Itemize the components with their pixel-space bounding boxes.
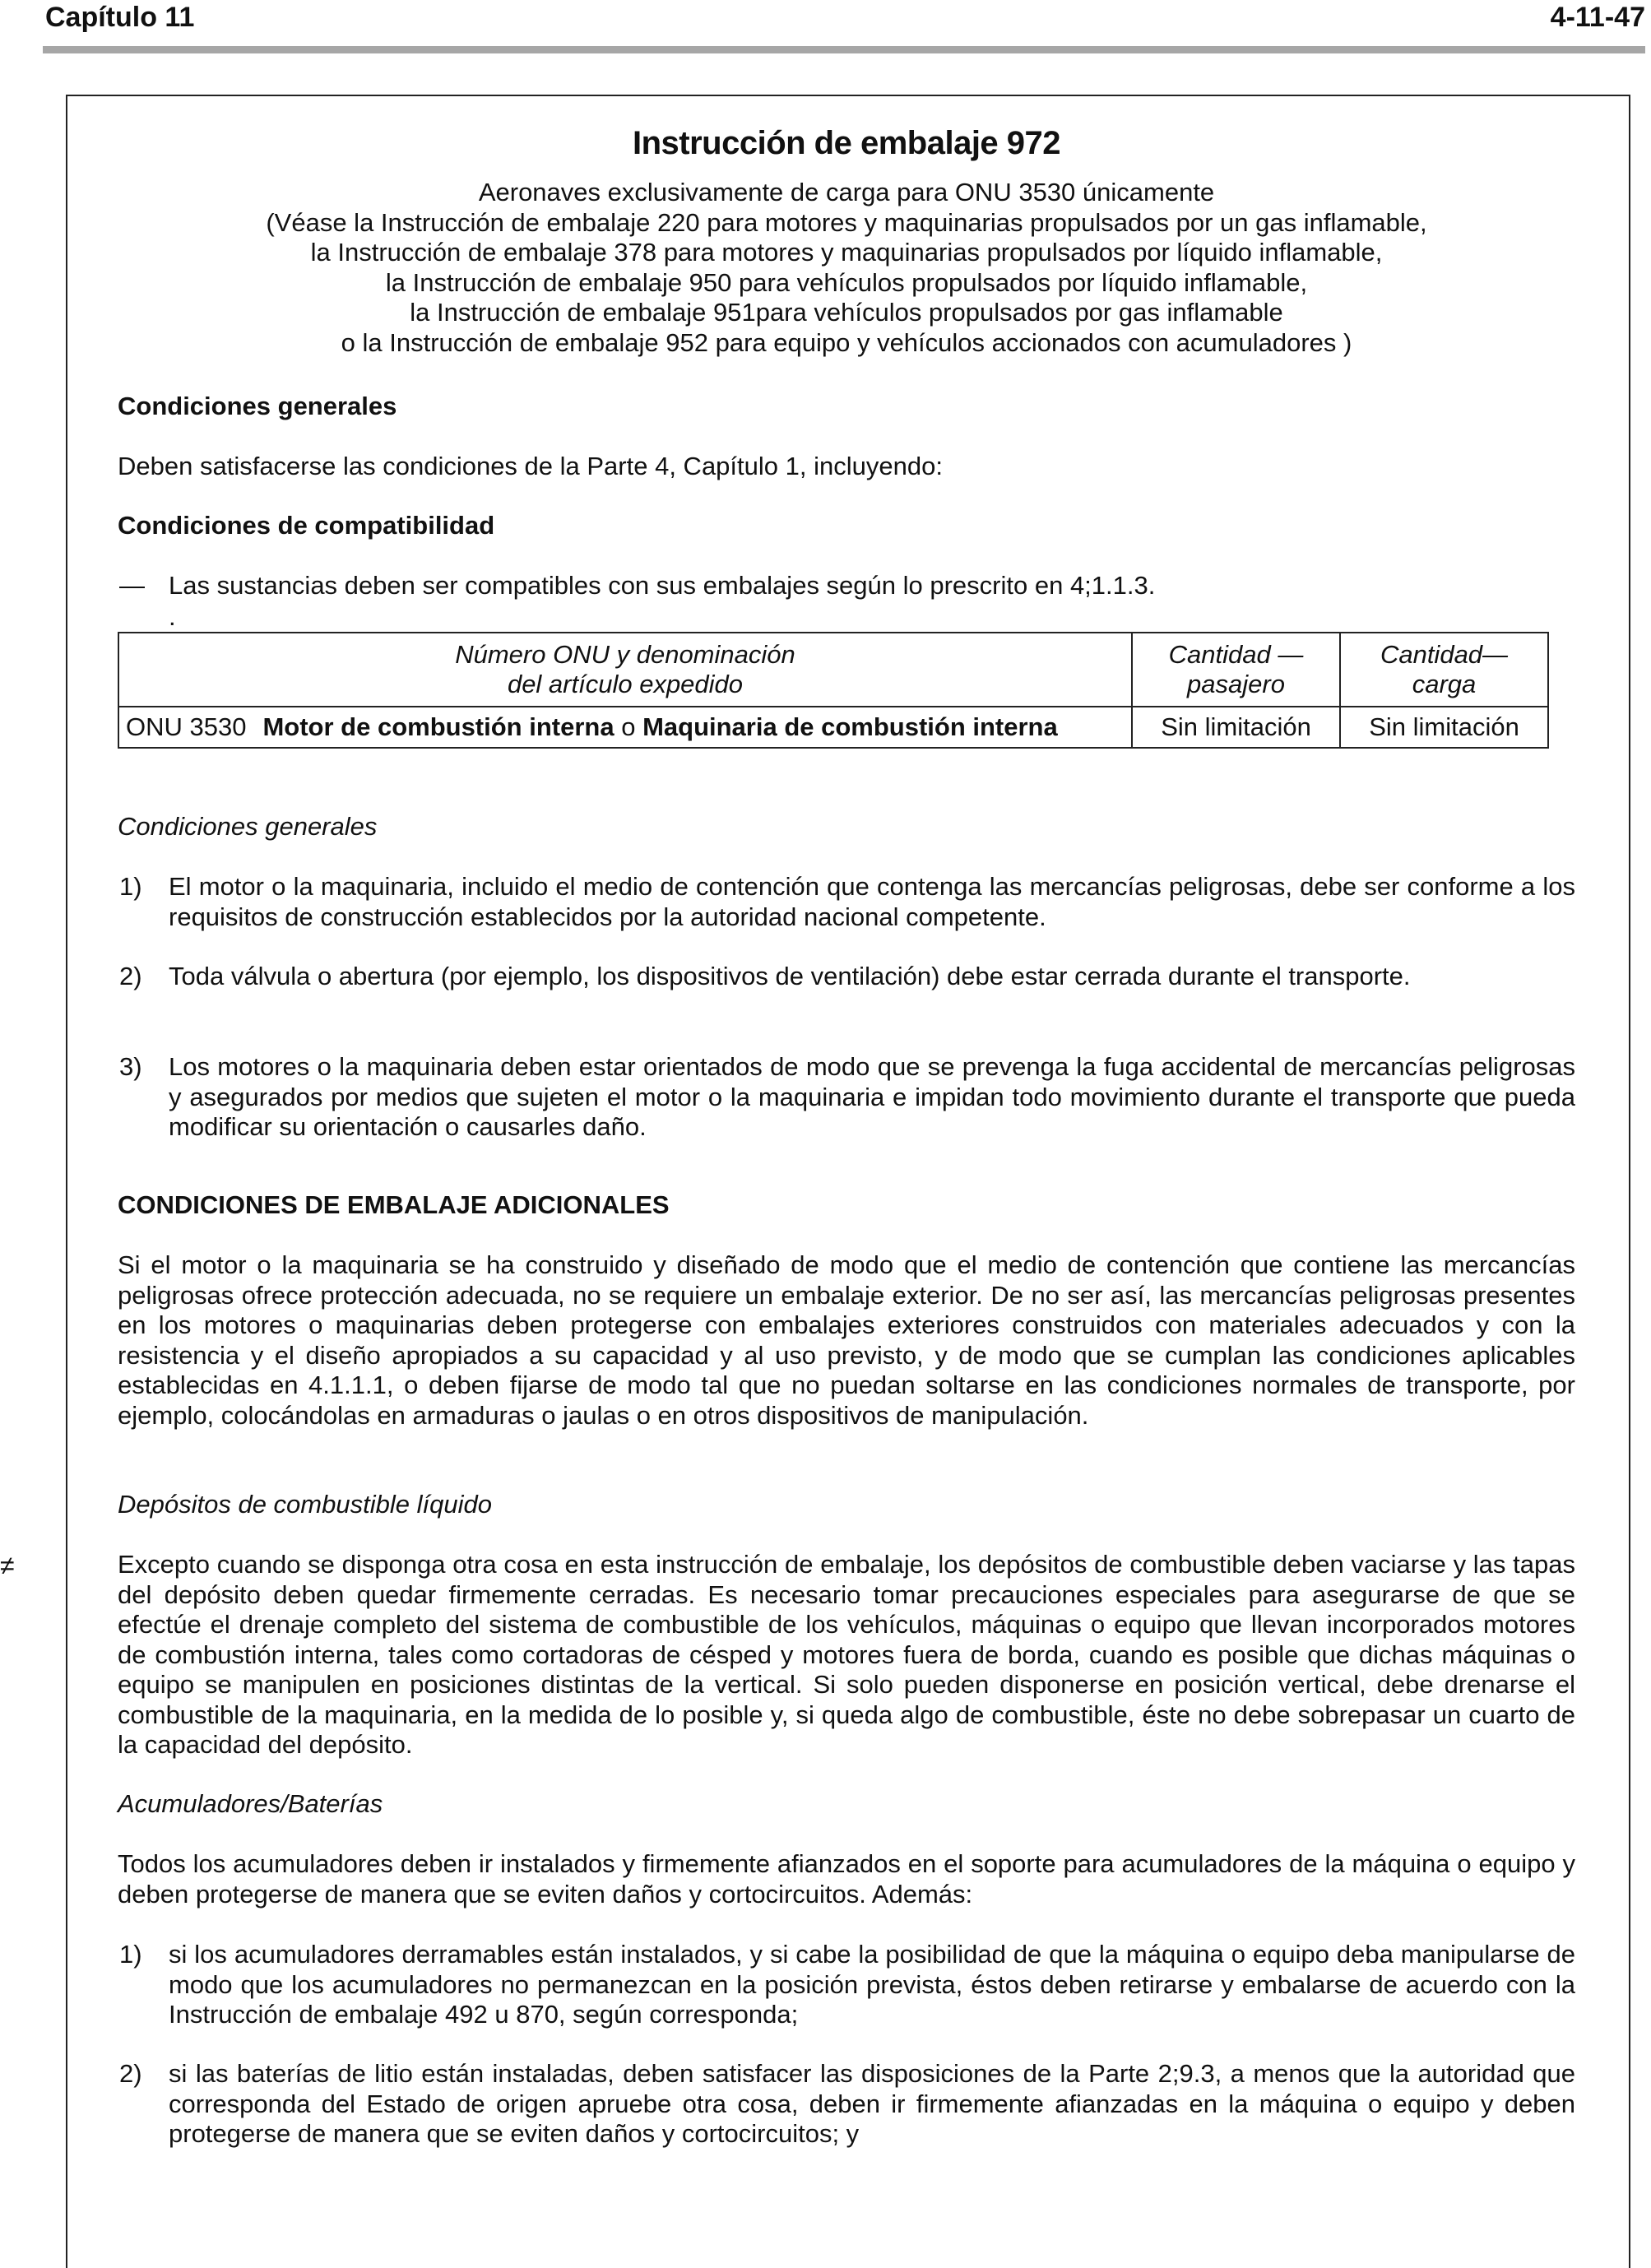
change-mark: ≠: [0, 1551, 15, 1580]
extra-text: Si el motor o la maquinaria se ha construido y diseñado de modo que el medio de contención que contiene las mercancías peligrosas ofrece protección adecuada, no se requiere un embalaje exterior. De no ser así, las mercancías peligrosas presentes en los motores o maquinarias deben protegerse con embalajes exteriores construidos con materiales adecuados y con la resistencia y el diseño apropiados a su capacidad y al uso previsto, y de modo que se cumplan las condiciones aplicables establecidas en 4.1.1.1, o deben fijarse de modo tal que no puedan soltarse en las condiciones normales de transporte, por ejemplo, colocándolas en armaduras o jaulas o en otros dispositivos de manipulación.: [118, 1250, 1575, 1430]
general-heading: Condiciones generales: [118, 392, 397, 420]
subtitle-block: [66, 178, 1627, 358]
un-number: ONU 3530: [126, 712, 247, 741]
fuel-text: Excepto cuando se disponga otra cosa en esta instrucción de embalaje, los depósitos de combustible deben vaciarse y las tapas del depósito deben quedar firmemente cerradas. Es necesario tomar precauciones especiales para asegurarse de que se efectúe el drenaje completo del sistema de combustible de los vehículos, máquinas o equipo que llevan incorporados motores de combustión interna, tales como cortadoras de césped y motores fuera de borda, cuando es posible que dichas máquinas o equipo se manipulen en posiciones distintas de la vertical. Si solo pueden disponerse en posición vertical, debe drenarse el combustible de la maquinaria, en la medida de lo posible y, si queda algo de combustible, éste no debe sobrepasar un cuarto de la capacidad del depósito.: [118, 1550, 1575, 1759]
list-item: 1) El motor o la maquinaria, incluido el medio de contención que contenga las mercancías peligrosas, debe ser conforme a los requisitos de construcción establecidos por la autoridad nacional competente.: [119, 872, 1575, 931]
table-row: [118, 707, 1548, 748]
table-header-row: [118, 633, 1548, 707]
compat-item: [119, 571, 1156, 601]
page-number: 4-11-47: [1550, 2, 1645, 33]
page-header: [45, 0, 1645, 36]
list-item: 3) Los motores o la maquinaria deben estar orientados de modo que se prevenga la fuga accidental de mercancías peligrosas y asegurados por medios que sujeten el motor o la maquinaria e impidan todo movimiento durante el transporte que pueda modificar su orientación o causarles daño.: [119, 1052, 1575, 1141]
col-header-passenger: Cantidad — pasajero: [1132, 633, 1340, 707]
cond-heading: Condiciones generales: [118, 812, 378, 841]
compat-item-text: Las sustancias deben ser compatibles con sus embalajes según lo prescrito en 4;1.1.3.: [169, 571, 1156, 600]
list-item: 2) Toda válvula o abertura (por ejemplo, los dispositivos de ventilación) debe estar cerrada durante el transporte.: [119, 962, 1411, 990]
batt-heading: Acumuladores/Baterías: [118, 1789, 383, 1818]
fuel-heading: Depósitos de combustible líquido: [118, 1490, 492, 1519]
dash-mark: —: [119, 571, 145, 600]
batt-text: Todos los acumuladores deben ir instalados y firmemente afianzados en el soporte para acumuladores de la máquina o equipo y deben protegerse de manera que se eviten daños y cortocircuitos. Además:: [118, 1849, 1575, 1909]
subtitle-line: o la Instrucción de embalaje 952 para equipo y vehículos accionados con acumuladores ): [341, 327, 1352, 357]
stray-dot: .: [169, 602, 176, 631]
col-header-cargo: Cantidad— carga: [1340, 633, 1548, 707]
list-item: 1) si los acumuladores derramables están instalados, y si cabe la posibilidad de que la máquina o equipo deba manipularse de modo que los acumuladores no permanezcan en la posición prevista, éstos deben retirarse y embalarse de acuerdo con la Instrucción de embalaje 492 u 870, según corresponda;: [119, 1940, 1575, 2029]
chapter-label: Capítulo 11: [45, 2, 195, 33]
subtitle-line: Aeronaves exclusivamente de carga para ONU 3530 únicamente: [478, 178, 1215, 206]
extra-heading: CONDICIONES DE EMBALAJE ADICIONALES: [118, 1190, 670, 1219]
article-name: Motor de combustión interna o Maquinaria de combustión interna: [262, 712, 1058, 741]
page-title: Instrucción de embalaje 972: [632, 125, 1061, 161]
list-item: 2) si las baterías de litio están instaladas, deben satisfacer las disposiciones de la Parte 2;9.3, a menos que la autoridad que corresponda del Estado de origen apruebe otra cosa, deben ir firmemente afianzadas en la máquina o equipo y deben protegerse de manera que se eviten daños y cortocircuitos; y: [119, 2059, 1575, 2148]
compat-heading: Condiciones de compatibilidad: [118, 511, 495, 540]
header-rule: [43, 46, 1645, 53]
article-cell: [118, 707, 1132, 748]
subtitle-line: la Instrucción de embalaje 951para vehículos propulsados por gas inflamable: [410, 298, 1283, 327]
subtitle-line: la Instrucción de embalaje 378 para motores y maquinarias propulsados por líquido inflamable,: [310, 238, 1383, 267]
qty-cargo: Sin limitación: [1340, 707, 1548, 748]
subtitle-line: (Véase la Instrucción de embalaje 220 para motores y maquinarias propulsados por un gas inflamable,: [266, 207, 1427, 237]
qty-passenger: Sin limitación: [1132, 707, 1340, 748]
un-table: [118, 632, 1549, 749]
col-header-article: Número ONU y denominación del artículo expedido: [118, 633, 1132, 707]
general-text: Deben satisfacerse las condiciones de la Parte 4, Capítulo 1, incluyendo:: [118, 452, 943, 480]
subtitle-line: la Instrucción de embalaje 950 para vehículos propulsados por líquido inflamable,: [385, 267, 1308, 297]
